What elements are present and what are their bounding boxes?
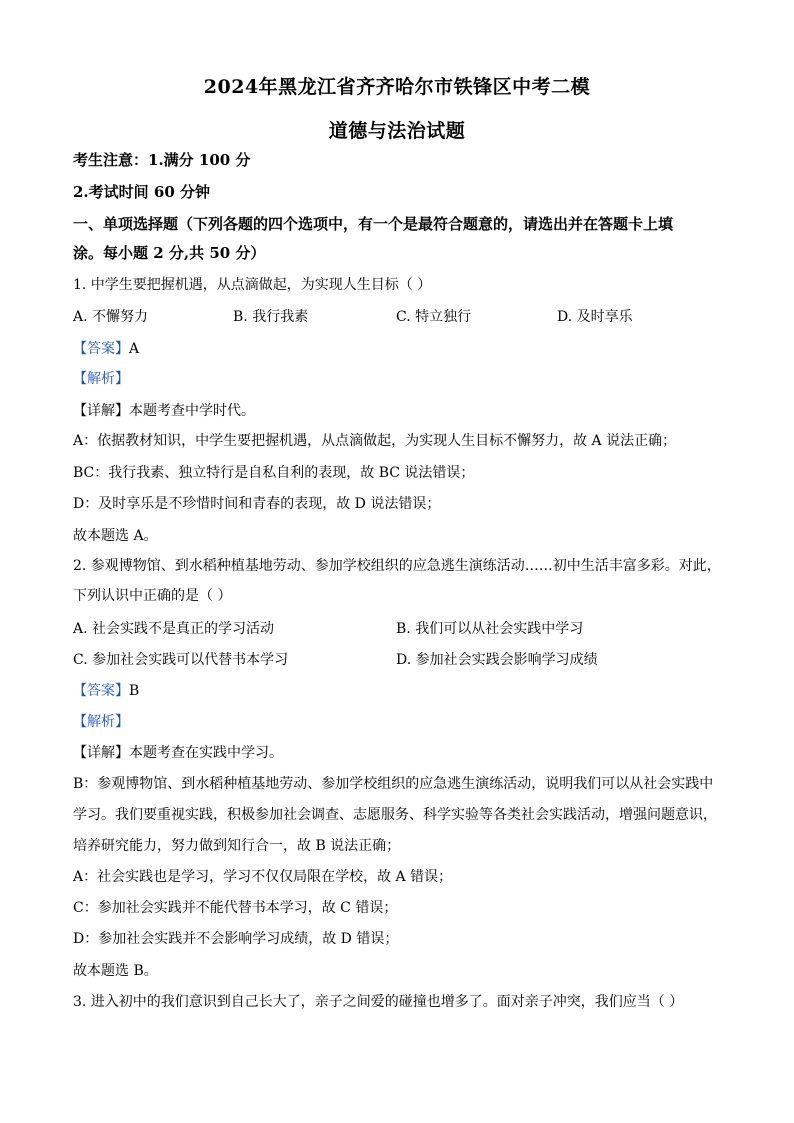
q2-analysis bbox=[73, 713, 723, 731]
q2-option-a: A. 社会实践不是真正的学习活动 bbox=[73, 621, 275, 637]
q2-answer bbox=[73, 682, 723, 700]
q2-option-b: B. 我们可以从社会实践中学习 bbox=[396, 621, 584, 637]
page-subtitle: 道德与法治试题 bbox=[328, 120, 466, 142]
q2-explain-line: 培养研究能力，努力做到知行合一，故 B 说法正确； bbox=[73, 838, 401, 854]
q2-stem-line1: 2. 参观博物馆、到水稻种植基地劳动、参加学校组织的应急逃生演练活动……初中生活丰富多彩。对此， bbox=[73, 558, 721, 574]
detail-tag: 【详解】 bbox=[73, 745, 129, 761]
q1-option-a: A. 不懈努力 bbox=[73, 309, 149, 325]
q2-detail bbox=[73, 744, 723, 762]
q2-stem-line2: 下列认识中正确的是（ ） bbox=[73, 588, 232, 604]
q1-explain-line: A：依据教材知识，中学生要把握机遇，从点滴做起，为实现人生目标不懈努力，故 A 说法正确； bbox=[73, 433, 677, 449]
section-heading-line1: 一、单项选择题（下列各题的四个选项中，有一个是最符合题意的，请选出并在答题卡上填 bbox=[73, 215, 674, 233]
detail-text: 本题考查在实践中学习。 bbox=[129, 745, 283, 761]
answer-value: B bbox=[129, 683, 140, 699]
answer-tag: 【答案】 bbox=[73, 683, 129, 699]
q1-option-c: C. 特立独行 bbox=[396, 309, 472, 325]
answer-value: A bbox=[129, 341, 140, 357]
q2-option-d: D. 参加社会实践会影响学习成绩 bbox=[396, 652, 598, 668]
q1-option-d: D. 及时享乐 bbox=[557, 309, 633, 325]
answer-tag: 【答案】 bbox=[73, 341, 129, 357]
q1-conclusion: 故本题选 A。 bbox=[73, 528, 158, 544]
section-heading-line2: 涂。每小题 2 分,共 50 分） bbox=[73, 244, 266, 262]
exam-note-time: 2.考试时间 60 分钟 bbox=[73, 183, 210, 201]
q1-answer bbox=[73, 340, 723, 358]
q2-explain-line: B：参观博物馆、到水稻种植基地劳动、参加学校组织的应急逃生演练活动，说明我们可以从社会实践中 bbox=[73, 776, 714, 792]
detail-tag: 【详解】 bbox=[73, 403, 129, 419]
q1-analysis bbox=[73, 370, 723, 388]
q1-detail bbox=[73, 402, 723, 420]
q1-explain-line: BC：我行我素、独立特行是自私自利的表现，故 BC 说法错误； bbox=[73, 465, 475, 481]
q3-stem: 3. 进入初中的我们意识到自己长大了，亲子之间爱的碰撞也增多了。面对亲子冲突，我们应当（ ） bbox=[73, 994, 684, 1010]
page-title: 2024年黑龙江省齐齐哈尔市铁锋区中考二模 bbox=[203, 76, 591, 98]
q1-option-b: B. 我行我素 bbox=[233, 309, 309, 325]
q2-explain-line: D：参加社会实践并不会影响学习成绩，故 D 错误； bbox=[73, 931, 399, 947]
q2-option-c: C. 参加社会实践可以代替书本学习 bbox=[73, 652, 289, 668]
q1-stem: 1. 中学生要把握机遇，从点滴做起，为实现人生目标（ ） bbox=[73, 277, 432, 293]
q2-conclusion: 故本题选 B。 bbox=[73, 963, 158, 979]
q2-explain-line: A：社会实践也是学习，学习不仅仅局限在学校，故 A 错误； bbox=[73, 869, 453, 885]
analysis-tag: 【解析】 bbox=[73, 371, 129, 387]
q2-explain-line: 学习。我们要重视实践，积极参加社会调查、志愿服务、科学实验等各类社会实践活动，增强问题意识， bbox=[73, 807, 717, 823]
q2-explain-line: C：参加社会实践并不能代替书本学习，故 C 错误； bbox=[73, 900, 398, 916]
detail-text: 本题考查中学时代。 bbox=[129, 403, 255, 419]
analysis-tag: 【解析】 bbox=[73, 714, 129, 730]
exam-note-score: 考生注意：1.满分 100 分 bbox=[73, 151, 251, 169]
q1-explain-line: D：及时享乐是不珍惜时间和青春的表现，故 D 说法错误； bbox=[73, 496, 441, 512]
